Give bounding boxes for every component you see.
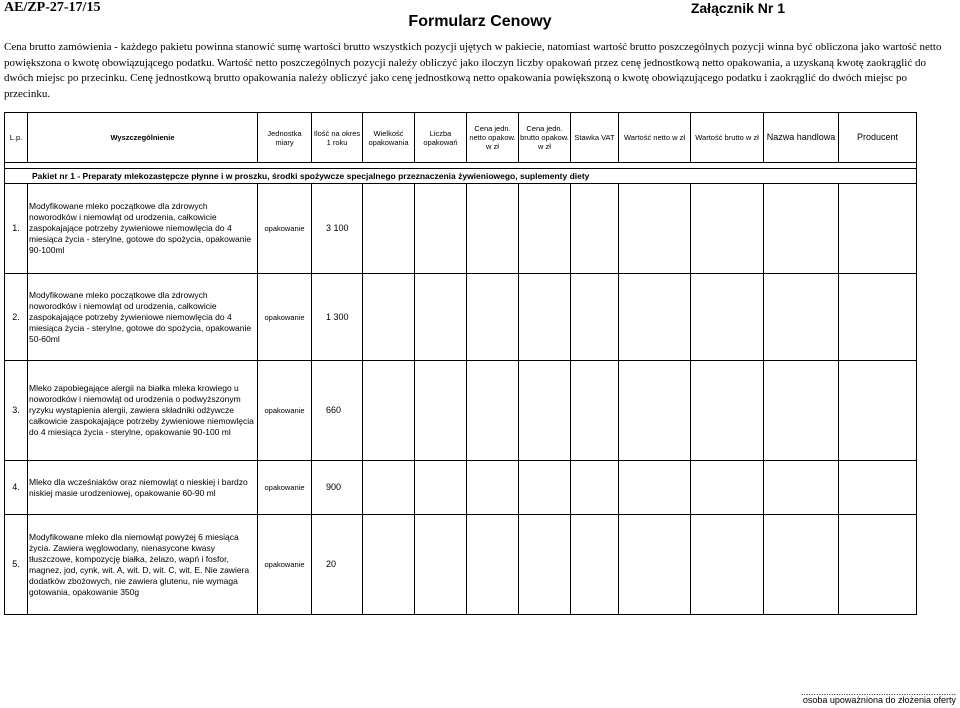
signature-line: ..............................................................: [800, 687, 956, 697]
cell-net-unit-price[interactable]: [467, 515, 519, 615]
cell-vat-rate[interactable]: [571, 461, 619, 515]
cell-net-value[interactable]: [619, 274, 691, 361]
row-lp: 3.: [5, 361, 28, 461]
table-row: [5, 184, 917, 274]
cell-net-unit-price[interactable]: [467, 361, 519, 461]
row-quantity: 3 100: [312, 184, 363, 274]
cell-trade-name[interactable]: [764, 515, 839, 615]
header-package-size: Wielkość opakowania: [363, 113, 415, 163]
row-unit: opakowanie: [258, 461, 312, 515]
cell-gross-unit-price[interactable]: [519, 274, 571, 361]
cell-package-count[interactable]: [415, 184, 467, 274]
annex-label: Załącznik Nr 1: [690, 0, 785, 16]
header-vat-rate: Stawka VAT: [571, 113, 619, 163]
header-package-count: Liczba opakowań: [415, 113, 467, 163]
signature-label: osoba upoważniona do złożenia oferty: [802, 695, 956, 705]
signature-block: [800, 687, 956, 705]
header-gross-value: Wartość brutto w zł: [691, 113, 764, 163]
table-row: [5, 515, 917, 615]
cell-package-size[interactable]: [363, 461, 415, 515]
cell-gross-value[interactable]: [691, 361, 764, 461]
cell-net-value[interactable]: [619, 361, 691, 461]
row-unit: opakowanie: [258, 274, 312, 361]
cell-gross-value[interactable]: [691, 274, 764, 361]
cell-package-count[interactable]: [415, 361, 467, 461]
table-row: [5, 461, 917, 515]
cell-package-size[interactable]: [363, 361, 415, 461]
cell-trade-name[interactable]: [764, 274, 839, 361]
row-unit: opakowanie: [258, 184, 312, 274]
cell-net-value[interactable]: [619, 515, 691, 615]
row-lp: 1.: [5, 184, 28, 274]
table-row: [5, 274, 917, 361]
cell-gross-unit-price[interactable]: [519, 461, 571, 515]
header-lp: L.p.: [5, 113, 28, 163]
cell-gross-value[interactable]: [691, 184, 764, 274]
cell-net-unit-price[interactable]: [467, 184, 519, 274]
cell-net-unit-price[interactable]: [467, 461, 519, 515]
row-unit: opakowanie: [258, 515, 312, 615]
header-trade-name: Nazwa handlowa: [764, 113, 839, 163]
page-title: Formularz Cenowy: [408, 13, 552, 30]
cell-package-count[interactable]: [415, 515, 467, 615]
header-quantity: Ilość na okres 1 roku: [312, 113, 363, 163]
header-net-unit-price: Cena jedn. netto opakow. w zł: [467, 113, 519, 163]
header-producer: Producent: [839, 113, 917, 163]
cell-producer[interactable]: [839, 361, 917, 461]
cell-trade-name[interactable]: [764, 361, 839, 461]
intro-text: [4, 40, 944, 102]
cell-trade-name[interactable]: [764, 461, 839, 515]
row-description: Modyfikowane mleko dla niemowląt powyżej 6 miesiąca życia. Zawiera węglowodany, nienasycone kwasy tłuszczowe, kompozycję białka, żelazo, wapń i fosfor, magnez, jod, cynk, wit. A, wit. D, wit. C, wit. E. Nie zawiera dodatków zbożowych, nie zawiera glutenu, nie wymaga gotowania, opakowanie 350g: [28, 515, 258, 615]
cell-package-count[interactable]: [415, 461, 467, 515]
package-row: [5, 169, 917, 184]
intro-paragraph: Cena brutto zamówienia - każdego pakietu powinna stanowić sumę wartości brutto wszystkich pozycji ujętych w pakiecie, natomiast wartość brutto poszczególnych pozycji winna być obliczona jako wartość netto powiększona o kwotę obowiązującego podatku. Wartość netto poszczególnych pozycji należy obliczyć jako iloczyn liczby opakowań przez cenę jednostkową netto opakowania, a uzyskaną kwotę zaokrąglić do dwóch miejsc po przecinku. Cenę jednostkową brutto opakowania należy obliczyć jako cenę jednostkową netto opakowania powiększoną o kwotę obowiązującego podatku i zaokrąglić do dwóch miejsc po przecinku.: [4, 41, 942, 100]
document-reference: AE/ZP-27-17/15: [4, 0, 101, 15]
cell-vat-rate[interactable]: [571, 184, 619, 274]
cell-gross-value[interactable]: [691, 515, 764, 615]
price-table: [4, 112, 917, 615]
row-lp: 4.: [5, 461, 28, 515]
package-title: Pakiet nr 1 - Preparaty mlekozastępcze płynne i w proszku, środki spożywcze specjalnego przeznaczenia żywieniowego, suplementy diety: [5, 169, 917, 184]
header-description: Wyszczególnienie: [28, 113, 258, 163]
table-header-row: [5, 113, 917, 163]
table-row: [5, 361, 917, 461]
row-unit: opakowanie: [258, 361, 312, 461]
row-lp: 2.: [5, 274, 28, 361]
row-quantity: 1 300: [312, 274, 363, 361]
cell-package-size[interactable]: [363, 274, 415, 361]
row-description: Modyfikowane mleko początkowe dla zdrowych noworodków i niemowląt od urodzenia, całkowicie zaspokajające potrzeby żywieniowe niemowlęcia do 4 miesiąca życia - sterylne, gotowe do spożycia, opakowanie 90-100ml: [28, 184, 258, 274]
cell-producer[interactable]: [839, 461, 917, 515]
header-gross-unit-price: Cena jedn. brutto opakow. w zł: [519, 113, 571, 163]
row-quantity: 20: [312, 515, 363, 615]
cell-trade-name[interactable]: [764, 184, 839, 274]
row-description: Mleko zapobiegające alergii na białka mleka krowiego u noworodków i niemowląt od urodzenia o podwyższonym ryzyku wystąpienia alergii, zawiera składniki odżywcze całkowicie zaspokajające potrzeby żywieniowe niemowlęcia do 4 miesiąca życia - sterylne, opakowanie 90-100 ml: [28, 361, 258, 461]
cell-gross-unit-price[interactable]: [519, 361, 571, 461]
row-quantity: 900: [312, 461, 363, 515]
cell-gross-value[interactable]: [691, 461, 764, 515]
cell-producer[interactable]: [839, 515, 917, 615]
cell-vat-rate[interactable]: [571, 361, 619, 461]
cell-package-count[interactable]: [415, 274, 467, 361]
cell-producer[interactable]: [839, 184, 917, 274]
cell-package-size[interactable]: [363, 184, 415, 274]
row-description: Mleko dla wcześniaków oraz niemowląt o nieskiej i bardzo niskiej masie urodzeniowej, opakowanie 60-90 ml: [28, 461, 258, 515]
row-lp: 5.: [5, 515, 28, 615]
cell-net-value[interactable]: [619, 184, 691, 274]
cell-net-value[interactable]: [619, 461, 691, 515]
cell-producer[interactable]: [839, 274, 917, 361]
header-unit: Jednostka miary: [258, 113, 312, 163]
row-description: Modyfikowane mleko początkowe dla zdrowych noworodków i niemowląt od urodzenia, całkowicie zaspokajające potrzeby żywieniowe niemowlęcia do 4 miesiąca życia - sterylne, gotowe do spożycia, opakowanie 50-60ml: [28, 274, 258, 361]
cell-gross-unit-price[interactable]: [519, 515, 571, 615]
cell-vat-rate[interactable]: [571, 274, 619, 361]
row-quantity: 660: [312, 361, 363, 461]
cell-package-size[interactable]: [363, 515, 415, 615]
cell-vat-rate[interactable]: [571, 515, 619, 615]
cell-gross-unit-price[interactable]: [519, 184, 571, 274]
header-net-value: Wartość netto w zł: [619, 113, 691, 163]
cell-net-unit-price[interactable]: [467, 274, 519, 361]
